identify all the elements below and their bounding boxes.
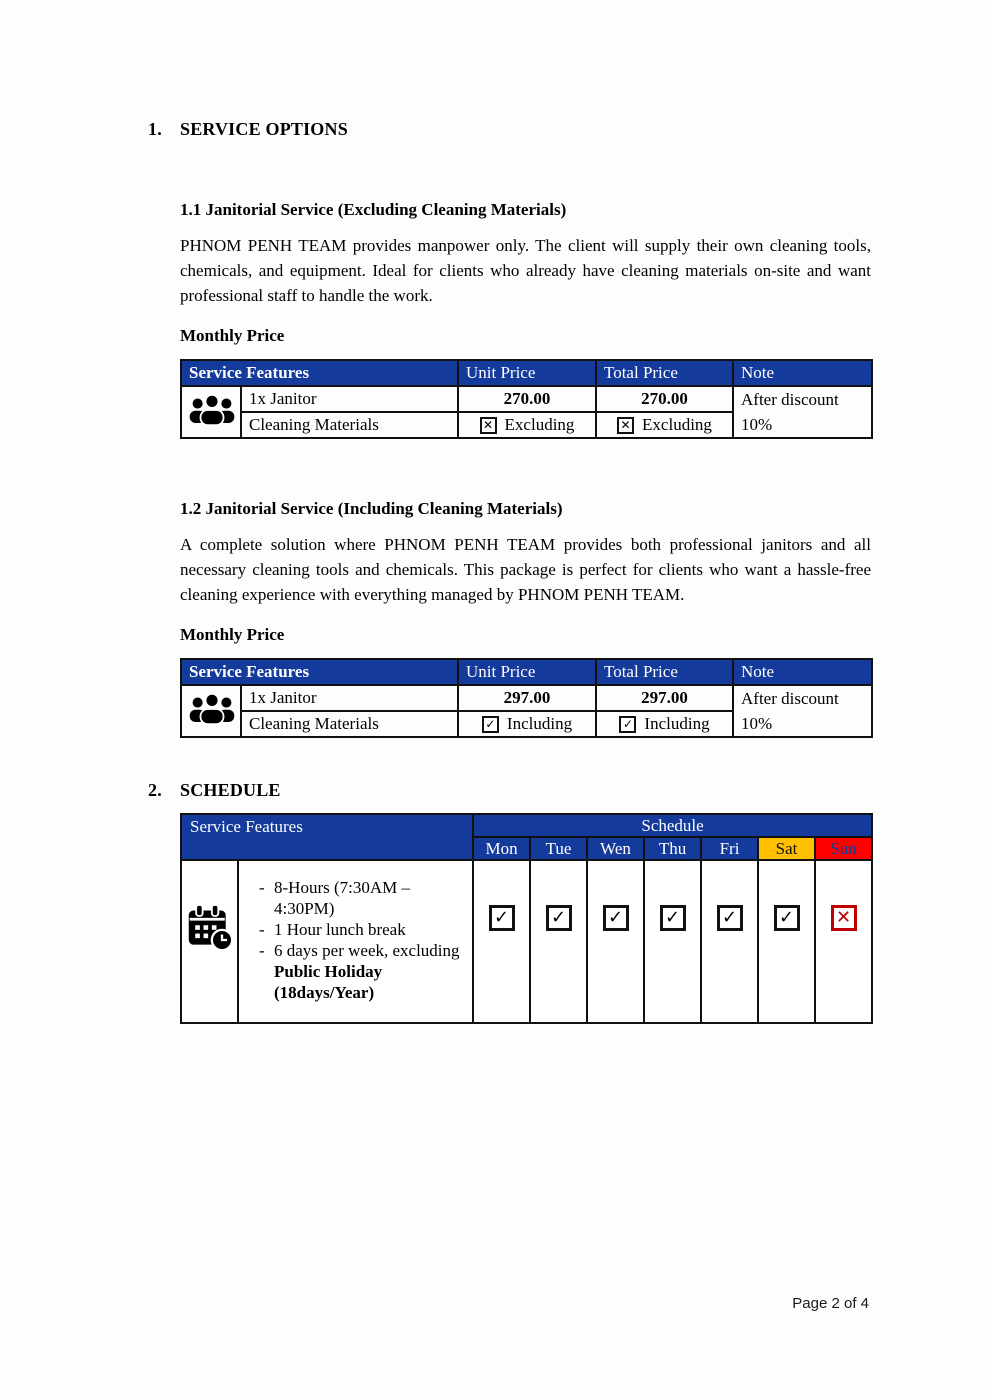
bullet-dash: -: [259, 920, 265, 939]
col-header-unit-price: Unit Price: [458, 659, 596, 685]
page-number: Page 2 of 4: [792, 1295, 869, 1312]
col-header-service-features: Service Features: [181, 360, 458, 386]
people-icon-cell: [181, 386, 241, 438]
schedule-body-row: [181, 860, 872, 1023]
table-row: [181, 386, 872, 412]
feature-cell: Cleaning Materials: [241, 711, 458, 737]
list-item: [259, 877, 460, 919]
note-cell: After discount 10%: [733, 386, 872, 438]
monthly-price-heading-2: Monthly Price: [180, 625, 285, 644]
checked-checkbox-icon: ✓: [482, 716, 499, 733]
checked-checkbox-icon: ✓: [619, 716, 636, 733]
bullet-text: 6 days per week, excluding Public Holiday (18days/Year): [274, 941, 460, 1002]
day-cell-thu: [644, 860, 701, 1023]
checked-checkbox-icon: ✓: [660, 905, 686, 931]
crossed-checkbox-icon: ✕: [480, 417, 497, 434]
subsection-1-2-heading: 1.2 Janitorial Service (Including Cleaning Materials): [180, 499, 563, 518]
state-label: Excluding: [642, 415, 712, 434]
checked-checkbox-icon: ✓: [546, 905, 572, 931]
state-label: Excluding: [504, 415, 575, 434]
day-cell-mon: [473, 860, 530, 1023]
people-icon-cell: [181, 685, 241, 737]
schedule-details: [238, 860, 473, 1023]
note-cell: After discount 10%: [733, 685, 872, 737]
table-row: [181, 685, 872, 711]
day-header-thu: Thu: [644, 837, 701, 860]
col-header-service-features: Service Features: [181, 814, 473, 860]
col-header-total-price: Total Price: [596, 659, 733, 685]
table-header-row: [181, 360, 872, 386]
table-header-row: [181, 659, 872, 685]
col-header-note: Note: [733, 360, 872, 386]
subsection-1-1-heading: 1.1 Janitorial Service (Excluding Cleaning Materials): [180, 200, 567, 219]
day-cell-wen: [587, 860, 644, 1023]
crossed-checkbox-icon: ✕: [617, 417, 634, 434]
day-cell-tue: [530, 860, 587, 1023]
checked-checkbox-icon: ✓: [489, 905, 515, 931]
day-header-mon: Mon: [473, 837, 530, 860]
monthly-price-heading-1: Monthly Price: [180, 326, 285, 345]
unit-price-cell: 270.00: [458, 386, 596, 412]
price-table-1: [180, 359, 873, 439]
people-icon: [189, 710, 235, 729]
feature-cell: Cleaning Materials: [241, 412, 458, 438]
col-header-total-price: Total Price: [596, 360, 733, 386]
price-table-2: [180, 658, 873, 738]
feature-cell: 1x Janitor: [241, 386, 458, 412]
bullet-dash: -: [259, 941, 265, 960]
crossed-checkbox-icon: ✕: [831, 905, 857, 931]
subsection-1-2-body: A complete solution where PHNOM PENH TEAM provides both professional janitors and all necessary cleaning tools and chemicals. This package is perfect for clients who want a hassle-free cleaning experience with everything managed by PHNOM PENH TEAM.: [180, 535, 871, 604]
bullet-text: 1 Hour lunch break: [274, 920, 406, 939]
section-2-title: SCHEDULE: [180, 780, 281, 800]
day-header-sat: Sat: [758, 837, 815, 860]
total-state-cell: [596, 412, 733, 438]
section-2-number: 2.: [148, 780, 162, 800]
total-price-cell: 297.00: [596, 685, 733, 711]
section-2-heading: [148, 779, 991, 801]
checked-checkbox-icon: ✓: [774, 905, 800, 931]
unit-state-cell: [458, 412, 596, 438]
schedule-header-row-1: [181, 814, 872, 837]
day-cell-fri: [701, 860, 758, 1023]
total-state-cell: [596, 711, 733, 737]
schedule-table: [180, 813, 873, 1024]
col-header-unit-price: Unit Price: [458, 360, 596, 386]
unit-state-cell: [458, 711, 596, 737]
day-header-wen: Wen: [587, 837, 644, 860]
state-label: Including: [506, 714, 573, 733]
bullet-text-bold: Public Holiday (18days/Year): [274, 962, 383, 1002]
day-header-fri: Fri: [701, 837, 758, 860]
calendar-clock-icon: [186, 940, 234, 957]
day-cell-sun: [815, 860, 872, 1023]
col-header-schedule: Schedule: [473, 814, 872, 837]
section-1-title: SERVICE OPTIONS: [180, 119, 348, 139]
state-label: Including: [644, 714, 710, 733]
calendar-icon-cell: [181, 860, 238, 1023]
list-item: [259, 940, 460, 1003]
day-header-sun: Sun: [815, 837, 872, 860]
feature-cell: 1x Janitor: [241, 685, 458, 711]
col-header-note: Note: [733, 659, 872, 685]
people-icon: [189, 411, 235, 430]
total-price-cell: 270.00: [596, 386, 733, 412]
checked-checkbox-icon: ✓: [717, 905, 743, 931]
col-header-service-features: Service Features: [181, 659, 458, 685]
bullet-dash: -: [259, 878, 265, 897]
day-header-tue: Tue: [530, 837, 587, 860]
day-cell-sat: [758, 860, 815, 1023]
section-1-heading: [148, 118, 991, 140]
list-item: [259, 919, 460, 940]
section-1-number: 1.: [148, 119, 162, 139]
unit-price-cell: 297.00: [458, 685, 596, 711]
bullet-text: 8-Hours (7:30AM – 4:30PM): [274, 878, 410, 918]
checked-checkbox-icon: ✓: [603, 905, 629, 931]
subsection-1-1-body: PHNOM PENH TEAM provides manpower only. The client will supply their own cleaning tools, chemicals, and equipment. Ideal for clients who already have cleaning materials on-site and want professional staff to handle the work.: [180, 236, 871, 305]
